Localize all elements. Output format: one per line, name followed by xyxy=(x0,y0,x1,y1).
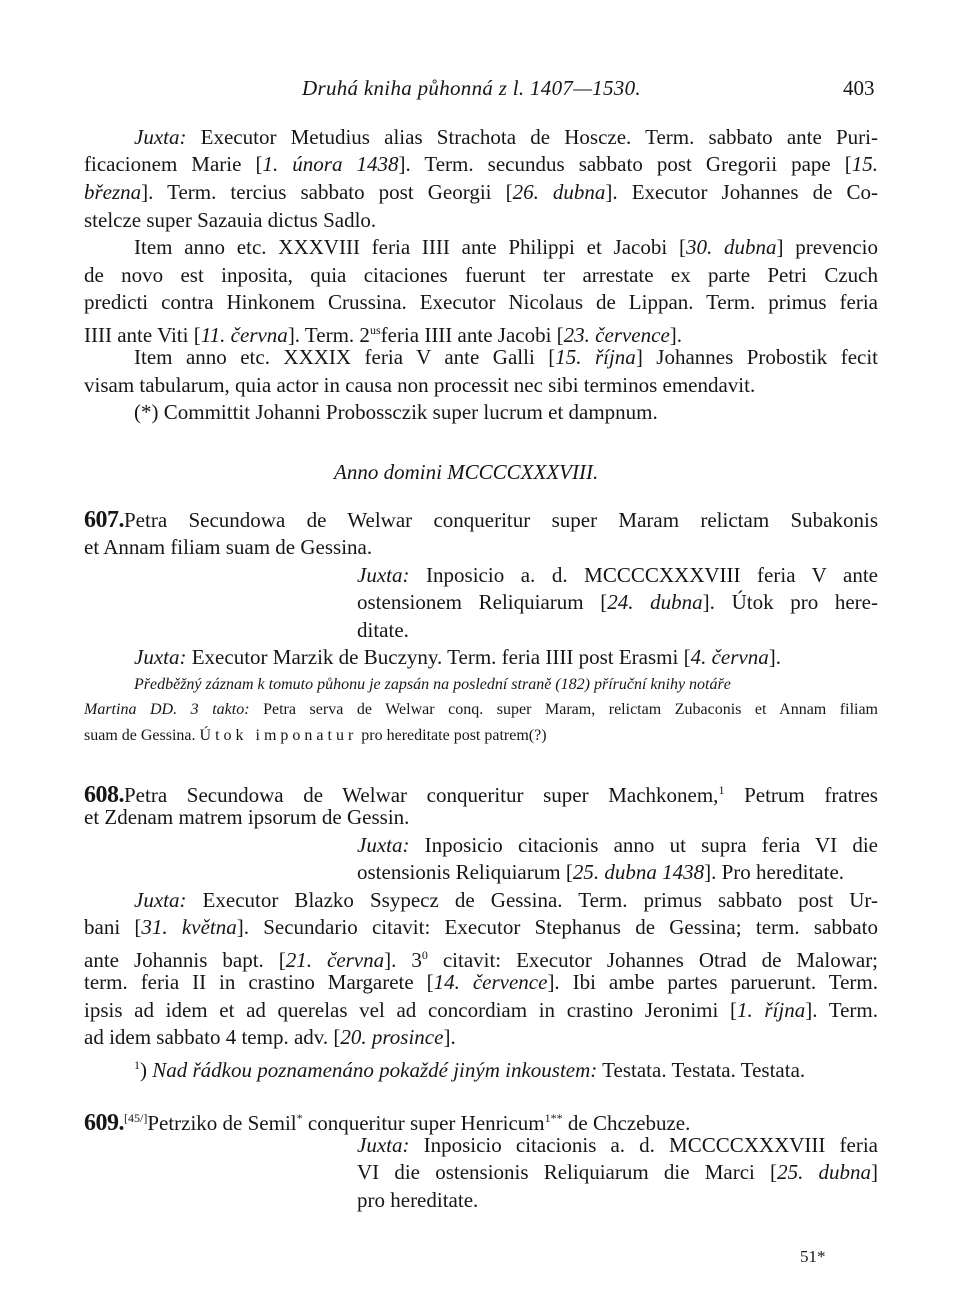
text-run: ]. Ibi ambe partes paruerunt. Term. xyxy=(547,970,878,994)
year-heading: Anno domini MCCCCXXXVIII. xyxy=(334,460,599,484)
text-run: ) xyxy=(140,1058,153,1082)
text-run: conqueritur super Henricum xyxy=(302,1111,545,1135)
spaced-text: Útok imponatur xyxy=(199,727,358,744)
date-note: 15. října xyxy=(555,345,636,369)
text-run: ]. Term. secundus sabbato post Gregorii pape [ xyxy=(398,152,852,176)
text-run: pro hereditate. xyxy=(357,1188,479,1212)
text-run: stelcze super Sazauia dictus Sadlo. xyxy=(84,208,377,232)
text-line xyxy=(357,1158,878,1186)
text-line xyxy=(84,371,755,399)
page-number: 403 xyxy=(843,76,875,100)
text-run: ]. xyxy=(768,645,781,669)
text-line xyxy=(357,616,409,644)
text-line xyxy=(357,561,878,589)
entry-number: 608. xyxy=(84,782,124,808)
text-run: VI die ostensionis Reliquiarum die Marci [ xyxy=(357,1160,778,1184)
date-note: 25. dubna xyxy=(777,1160,871,1184)
text-line xyxy=(357,1186,478,1214)
date-note: 1. února 1438 xyxy=(262,152,399,176)
text-run: ficacionem Marie [ xyxy=(84,152,263,176)
text-run: predicti contra Hinkonem Crussina. Executor Nicolaus de Lippan. Term. primus feria xyxy=(84,290,878,314)
entry-number: 607. xyxy=(84,507,124,533)
date-note: 25. dubna 1438 xyxy=(572,860,705,884)
text-line xyxy=(84,533,372,561)
text-run: Petra Secundowa de Welwar conqueritur super Maram relictam Subakonis xyxy=(124,508,878,532)
date-note: 26. dubna xyxy=(512,180,606,204)
text-line xyxy=(134,643,781,671)
text-run: ]. xyxy=(669,323,683,347)
text-run: Petra Secundowa de Welwar conqueritur super Machkonem, xyxy=(124,783,719,807)
text-run: de novo est inposita, quia citaciones fuerunt ter arrestate ex parte Petri Czuch xyxy=(84,263,878,287)
text-run: ] prevencio xyxy=(776,235,878,259)
text-run: et Zdenam matrem ipsorum de Gessin. xyxy=(84,805,410,829)
printer-signature: 51* xyxy=(800,1247,826,1266)
text-run: ]. xyxy=(443,1025,456,1049)
text-run: Item anno etc. XXXVIII feria IIII ante Philippi et Jacobi [ xyxy=(134,235,686,259)
text-run: Testata. Testata. Testata. xyxy=(597,1058,806,1082)
text-line xyxy=(84,206,376,234)
juxta-label: Juxta: xyxy=(134,888,187,912)
entry-number: 609. xyxy=(84,1110,124,1136)
text-line xyxy=(134,398,658,426)
text-run: ]. Executor Johannes de Co- xyxy=(605,180,878,204)
date-note: 4. června xyxy=(690,645,769,669)
text-line xyxy=(84,968,878,996)
text-run: (*) Committit Johanni Probossczik super lucrum et dampnum. xyxy=(134,400,658,424)
text-line xyxy=(84,996,878,1024)
text-run: ditate. xyxy=(357,618,409,642)
footnote xyxy=(134,1051,805,1084)
text-line xyxy=(84,178,878,206)
text-run: ad idem sabbato 4 temp. adv. [ xyxy=(84,1025,341,1049)
editorial-note-line xyxy=(84,724,547,748)
text-run: ante Johannis bapt. [ xyxy=(84,948,286,972)
text-line xyxy=(134,343,878,371)
text-line xyxy=(357,588,878,616)
running-header-title: Druhá kniha půhonná z l. 1407—1530. xyxy=(302,76,641,100)
text-run: Inposicio citacionis a. d. MCCCCXXXVIII feria xyxy=(409,1133,878,1157)
text-run: et Annam filiam suam de Gessina. xyxy=(84,535,373,559)
folio-reference: [45/] xyxy=(124,1111,148,1125)
date-note: 14. července xyxy=(433,970,548,994)
editorial-note-line: Předběžný záznam k tomuto půhonu je zapsán na poslední straně (182) příruční knihy notáře xyxy=(134,676,731,693)
text-run: Executor Blazko Ssypecz de Gessina. Term. primus sabbato post Ur- xyxy=(186,888,878,912)
date-note: 15. xyxy=(851,152,878,176)
juxta-label: Juxta: xyxy=(134,125,187,149)
text-run: Inposicio a. d. MCCCCXXXVIII feria V ante xyxy=(409,563,878,587)
juxta-label: Juxta: xyxy=(134,645,187,669)
footnote-italic: Nad řádkou poznamenáno pokaždé jiným inkoustem: xyxy=(152,1058,598,1082)
text-run: ]. Secundario citavit: Executor Stephanus de Gessina; term. sabbato xyxy=(236,915,878,939)
text-run: Item anno etc. XXXIX feria V ante Galli [ xyxy=(134,345,556,369)
text-run: ]. Term. xyxy=(805,998,878,1022)
text-run: ipsis ad idem et ad querelas vel ad concordiam in crastino Jeronimi [ xyxy=(84,998,737,1022)
text-run: Petrum fratres xyxy=(724,783,878,807)
text-run: Petra serva de Welwar conq. super Maram, relictam Zubaconis et Annam filiam xyxy=(249,701,879,718)
editorial-note-line xyxy=(84,698,878,722)
text-run: Executor Metudius alias Strachota de Hoscze. Term. sabbato ante Puri- xyxy=(186,125,878,149)
text-line xyxy=(134,886,878,914)
juxta-label: Juxta: xyxy=(357,563,410,587)
text-run: ]. Term. tercius sabbato post Georgii [ xyxy=(141,180,513,204)
superscript: 0 xyxy=(421,948,428,962)
text-line xyxy=(84,913,878,941)
text-run: ostensionem Reliquiarum [ xyxy=(357,590,608,614)
text-run: IIII ante Viti [ xyxy=(84,323,201,347)
text-run: ]. Pro hereditate. xyxy=(704,860,845,884)
text-line xyxy=(84,261,878,289)
text-line xyxy=(134,123,878,151)
date-note: března xyxy=(84,180,142,204)
date-note: 11. června xyxy=(200,323,288,347)
date-note: 1. října xyxy=(736,998,806,1022)
juxta-label: Juxta: xyxy=(357,833,410,857)
text-run: pro hereditate post patrem(?) xyxy=(357,727,547,744)
text-line xyxy=(134,233,878,261)
footnote-marker: * xyxy=(296,1111,303,1125)
text-line xyxy=(84,288,878,316)
text-line xyxy=(357,831,878,859)
text-line xyxy=(84,150,878,178)
text-run: Inposicio citacionis anno ut supra feria VI die xyxy=(409,833,878,857)
footnote-marker: 1 xyxy=(134,1058,140,1072)
text-run: ]. 3 xyxy=(384,948,422,972)
text-run: ] xyxy=(871,1160,878,1184)
superscript: us xyxy=(369,323,381,337)
footnote-marker: 1** xyxy=(544,1111,563,1125)
text-line xyxy=(357,1131,878,1159)
text-run: citavit: Executor Johannes Otrad de Malowar; xyxy=(427,948,879,972)
text-run: Petrziko de Semil xyxy=(147,1111,297,1135)
date-note: 23. července xyxy=(563,323,670,347)
text-run: suam de Gessina. xyxy=(84,727,200,744)
text-run: visam tabularum, quia actor in causa non processit nec sibi terminos emendavit. xyxy=(84,373,756,397)
date-note: 31. května xyxy=(141,915,237,939)
date-note: 20. prosince xyxy=(340,1025,444,1049)
text-line xyxy=(357,858,844,886)
text-run: de Chczebuze. xyxy=(562,1111,691,1135)
date-note: 21. června xyxy=(285,948,385,972)
text-run: ]. Term. 2 xyxy=(287,323,370,347)
footnote-marker: 1 xyxy=(718,783,725,797)
date-note: 24. dubna xyxy=(607,590,703,614)
text-run: bani [ xyxy=(84,915,142,939)
date-note: 30. dubna xyxy=(685,235,777,259)
text-line xyxy=(84,1023,456,1051)
text-run: Executor Marzik de Buczyny. Term. feria IIII post Erasmi [ xyxy=(186,645,691,669)
text-run: ostensionis Reliquiarum [ xyxy=(357,860,573,884)
text-run: ] Johannes Probostik fecit xyxy=(635,345,879,369)
text-run: ]. Útok pro here- xyxy=(702,590,878,614)
text-run: term. feria II in crastino Margarete [ xyxy=(84,970,434,994)
text-run: feria IIII ante Jacobi [ xyxy=(380,323,564,347)
text-line xyxy=(84,803,409,831)
juxta-label: Juxta: xyxy=(357,1133,410,1157)
entry-607-line xyxy=(84,506,878,534)
note-italic: Martina DD. 3 takto: xyxy=(84,701,250,718)
